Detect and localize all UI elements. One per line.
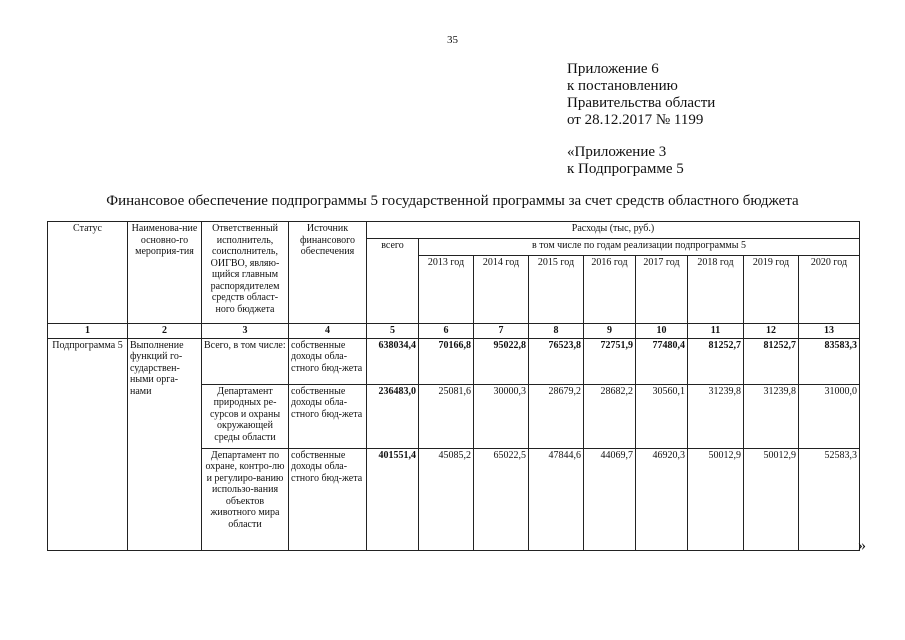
header-year: 2017 год	[636, 256, 688, 324]
year-value: 76523,8	[529, 338, 584, 384]
header-year: 2016 год	[584, 256, 636, 324]
year-value: 45085,2	[419, 448, 474, 550]
header-executor: Ответственный исполнитель, соисполнитель, ОИГВО, являю-щийся главным распорядителем средств област-ного бюджета	[202, 222, 289, 324]
source-cell: собственные доходы обла-стного бюд-жета	[289, 338, 367, 384]
closing-quote: »	[858, 537, 866, 554]
appendix-line: к постановлению	[567, 78, 678, 94]
year-value: 31239,8	[744, 384, 799, 448]
year-value: 95022,8	[474, 338, 529, 384]
column-number: 4	[289, 324, 367, 339]
column-number: 10	[636, 324, 688, 339]
year-value: 50012,9	[744, 448, 799, 550]
header-status: Статус	[48, 222, 128, 324]
appendix-block	[567, 61, 715, 178]
financing-table	[47, 221, 860, 551]
table-row-total	[48, 338, 860, 384]
event-cell: Выполнение функций го-сударствен-ными орга-нами	[128, 338, 202, 550]
column-number: 5	[367, 324, 419, 339]
year-value: 72751,9	[584, 338, 636, 384]
column-number: 11	[688, 324, 744, 339]
total-cell: 638034,4	[367, 338, 419, 384]
column-number: 12	[744, 324, 799, 339]
header-expenses: Расходы (тыс, руб.)	[367, 222, 860, 239]
year-value: 77480,4	[636, 338, 688, 384]
year-value: 30000,3	[474, 384, 529, 448]
appendix-sub-line: «Приложение 3	[567, 144, 667, 160]
year-value: 31000,0	[799, 384, 860, 448]
header-event-name: Наименова-ние основно-го мероприя-тия	[128, 222, 202, 324]
document-title: Финансовое обеспечение подпрограммы 5 государственной программы за счет средств областного бюджета	[106, 193, 799, 209]
year-value: 70166,8	[419, 338, 474, 384]
year-value: 44069,7	[584, 448, 636, 550]
year-value: 28682,2	[584, 384, 636, 448]
header-year: 2020 год	[799, 256, 860, 324]
year-value: 30560,1	[636, 384, 688, 448]
year-value: 31239,8	[688, 384, 744, 448]
executor-cell: Всего, в том числе:	[202, 338, 289, 384]
year-value: 28679,2	[529, 384, 584, 448]
total-cell: 401551,4	[367, 448, 419, 550]
total-cell: 236483,0	[367, 384, 419, 448]
page-number: 35	[447, 34, 458, 46]
source-cell: собственные доходы обла-стного бюд-жета	[289, 384, 367, 448]
column-number: 1	[48, 324, 128, 339]
year-value: 47844,6	[529, 448, 584, 550]
year-value: 50012,9	[688, 448, 744, 550]
column-number: 3	[202, 324, 289, 339]
header-source: Источник финансового обеспечения	[289, 222, 367, 324]
header-year: 2015 год	[529, 256, 584, 324]
executor-cell: Департамент по охране, контро-лю и регулиро-ванию использо-вания объектов животного мира области	[202, 448, 289, 550]
year-value: 83583,3	[799, 338, 860, 384]
appendix-sub-line: к Подпрограмме 5	[567, 161, 684, 177]
header-total: всего	[367, 239, 419, 324]
year-value: 46920,3	[636, 448, 688, 550]
column-number: 8	[529, 324, 584, 339]
appendix-line: от 28.12.2017 № 1199	[567, 112, 704, 128]
executor-cell: Департамент природных ре-сурсов и охраны окружающей среды области	[202, 384, 289, 448]
year-value: 65022,5	[474, 448, 529, 550]
year-value: 81252,7	[744, 338, 799, 384]
source-cell: собственные доходы обла-стного бюд-жета	[289, 448, 367, 550]
header-year: 2013 год	[419, 256, 474, 324]
header-by-years: в том числе по годам реализации подпрограммы 5	[419, 239, 860, 256]
column-number: 6	[419, 324, 474, 339]
header-row	[48, 222, 860, 239]
year-value: 52583,3	[799, 448, 860, 550]
appendix-line: Правительства области	[567, 95, 716, 111]
column-number: 13	[799, 324, 860, 339]
header-year: 2019 год	[744, 256, 799, 324]
column-number: 9	[584, 324, 636, 339]
column-numbers-row	[48, 324, 860, 339]
appendix-gap	[567, 129, 715, 144]
header-year: 2014 год	[474, 256, 529, 324]
status-cell: Подпрограмма 5	[48, 338, 128, 550]
column-number: 2	[128, 324, 202, 339]
year-value: 81252,7	[688, 338, 744, 384]
column-number: 7	[474, 324, 529, 339]
header-year: 2018 год	[688, 256, 744, 324]
appendix-line: Приложение 6	[567, 61, 659, 77]
year-value: 25081,6	[419, 384, 474, 448]
